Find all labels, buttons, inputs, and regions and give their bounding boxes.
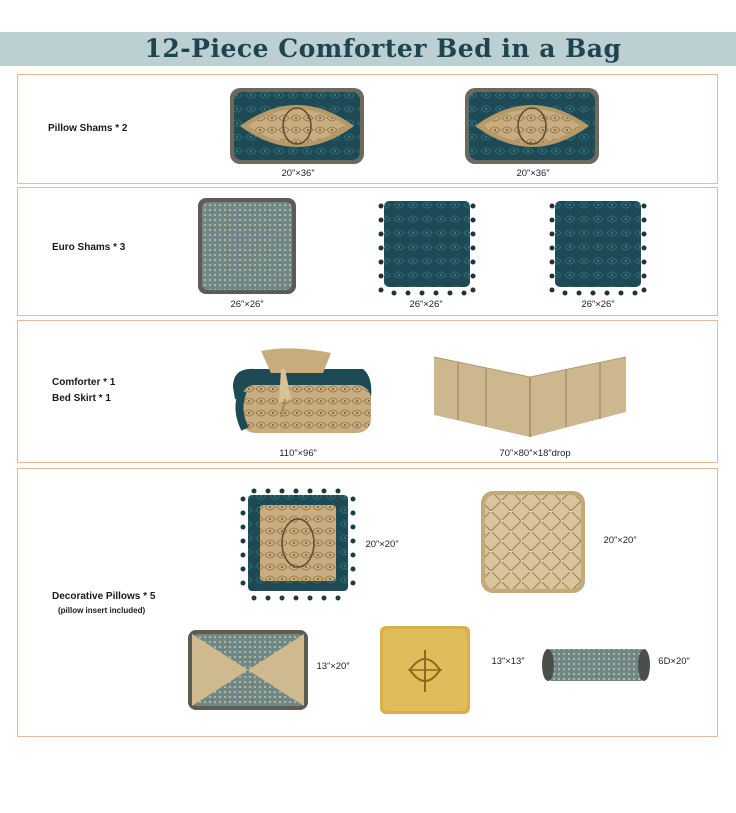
section-pillow-shams <box>17 74 718 184</box>
euro-sham-image <box>549 198 647 296</box>
size-label: 70”×80”×18”drop <box>499 448 571 459</box>
decorative-pillow-image <box>240 489 356 601</box>
section-label: Euro Shams * 3 <box>52 242 126 253</box>
size-label: 6D×20” <box>658 656 690 667</box>
decorative-pillow-image <box>481 491 585 593</box>
size-label: 20”×36” <box>281 168 315 179</box>
decorative-pillow-image <box>188 630 308 710</box>
section-euro-shams <box>17 187 718 316</box>
section-label: Pillow Shams * 2 <box>48 123 128 134</box>
pillow-sham-image <box>465 88 599 164</box>
decorative-pillow-image <box>380 626 470 714</box>
size-label: 26”×26” <box>581 299 615 310</box>
title-banner <box>0 32 736 66</box>
section-comforter <box>17 320 718 463</box>
comforter-image <box>231 347 373 437</box>
section-label: Decorative Pillows * 5 <box>52 591 156 602</box>
section-decorative-pillows <box>17 468 718 737</box>
decorative-pillow-image <box>542 647 650 683</box>
size-label: 110”×96” <box>279 448 317 459</box>
size-label: 26”×26” <box>230 299 264 310</box>
pillow-sham-image <box>230 88 364 164</box>
bed-skirt-image <box>434 357 626 437</box>
section-sublabel: (pillow insert included) <box>58 606 146 615</box>
euro-sham-image <box>378 198 476 296</box>
size-label: 20”×20” <box>365 539 399 550</box>
size-label: 26”×26” <box>409 299 443 310</box>
size-label: 20”×20” <box>603 535 637 546</box>
section-label-secondary: Bed Skirt * 1 <box>52 393 111 404</box>
section-label: Comforter * 1 <box>52 377 116 388</box>
size-label: 13”×13” <box>491 656 525 667</box>
page-title: 12-Piece Comforter Bed in a Bag <box>144 34 622 63</box>
size-label: 13”×20” <box>316 661 350 672</box>
euro-sham-image <box>198 198 296 294</box>
size-label: 20”×36” <box>516 168 550 179</box>
